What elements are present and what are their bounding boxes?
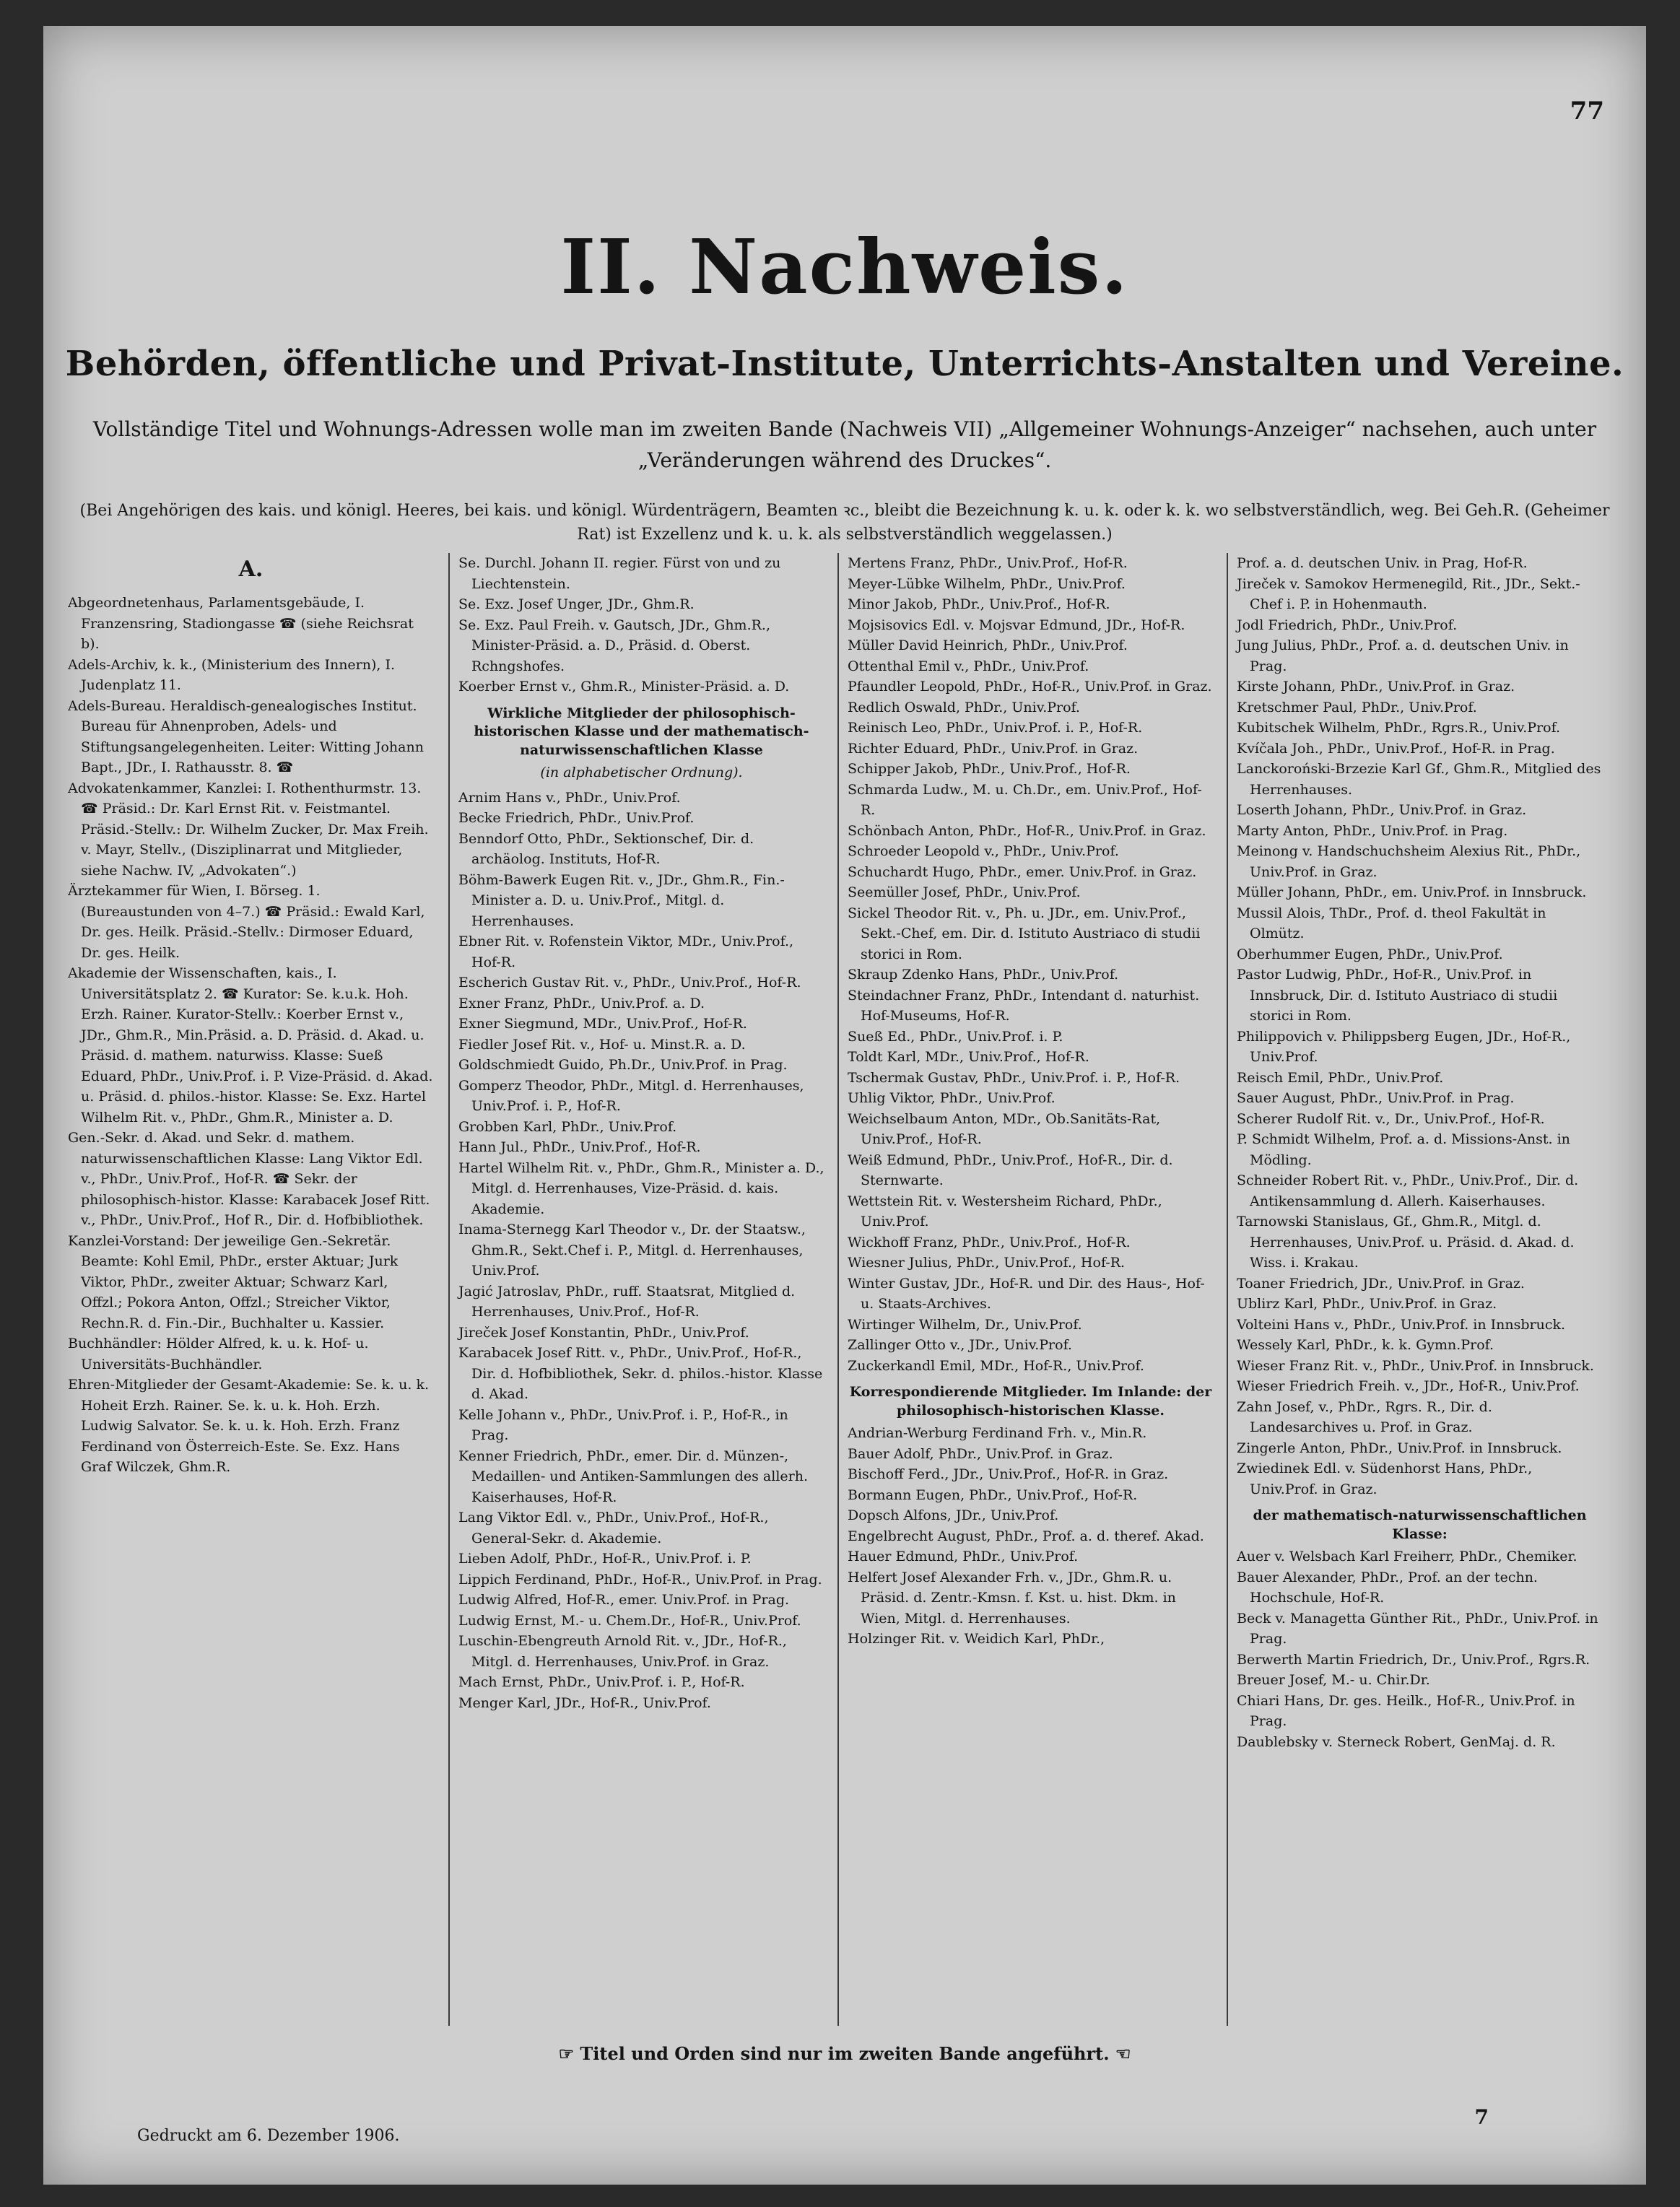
- directory-entry: Luschin-Ebengreuth Arnold Rit. v., JDr., Hof-R., Mitgl. d. Herrenhauses, Univ.Prof. in Graz.: [458, 1633, 787, 1670]
- directory-entry: Bauer Alexander, PhDr., Prof. an der techn. Hochschule, Hof-R.: [1237, 1569, 1538, 1606]
- directory-entry: Philippovich v. Philippsberg Eugen, JDr., Hof-R., Univ.Prof.: [1237, 1028, 1571, 1065]
- directory-entry: Redlich Oswald, PhDr., Univ.Prof.: [848, 699, 1080, 715]
- directory-entry: Dopsch Alfons, JDr., Univ.Prof.: [848, 1507, 1059, 1524]
- column-4-entries: [1237, 1546, 1603, 1752]
- column-2: [448, 553, 824, 2026]
- column-1: [68, 553, 434, 2026]
- directory-entry: Buchhändler: Hölder Alfred, k. u. k. Hof- u. Universitäts-Buchhändler.: [68, 1336, 369, 1372]
- column-3-top-entries: [848, 553, 1214, 1376]
- directory-entry: Wettstein Rit. v. Westersheim Richard, PhDr., Univ.Prof.: [848, 1193, 1162, 1229]
- column-4-top-entries: [1237, 553, 1603, 1499]
- directory-entry: Oberhummer Eugen, PhDr., Univ.Prof.: [1237, 946, 1503, 962]
- directory-entry: Mach Ernst, PhDr., Univ.Prof. i. P., Hof-R.: [458, 1674, 745, 1691]
- directory-entry: Jireček v. Samokov Hermenegild, Rit., JDr., Sekt.-Chef i. P. in Hohenmauth.: [1237, 575, 1580, 612]
- directory-entry: Daublebsky v. Sterneck Robert, GenMaj. d. R.: [1237, 1733, 1556, 1750]
- directory-entry: Scherer Rudolf Rit. v., Dr., Univ.Prof., Hof-R.: [1237, 1110, 1545, 1127]
- column-3-entries: [848, 1423, 1214, 1650]
- column-4: [1227, 553, 1603, 2026]
- directory-entry: Inama-Sternegg Karl Theodor v., Dr. der Staatsw., Ghm.R., Sekt.Chef i. P., Mitgl. d. Herrenhauses, Univ.Prof.: [458, 1222, 806, 1279]
- directory-entry: Zuckerkandl Emil, MDr., Hof-R., Univ.Prof.: [848, 1357, 1144, 1374]
- abbreviation-note: (Bei Angehörigen des kais. und königl. Heeres, bei kais. und königl. Würdenträgern, Beamten ꝛc., bleibt die Bezeichnung k. u. k. oder k. k. wo selbstverständlich, weg. Bei Geh.R. (Geheimer Rat) ist Exzellenz und k. u. k. als selbstverständlich weggelassen.): [79, 502, 1610, 544]
- directory-entry: Jung Julius, PhDr., Prof. a. d. deutschen Univ. in Prag.: [1237, 637, 1569, 674]
- directory-entry: Pastor Ludwig, PhDr., Hof-R., Univ.Prof. in Innsbruck, Dir. d. Istituto Austriaco di studii storici in Rom.: [1237, 967, 1558, 1024]
- section-letter: A.: [238, 557, 264, 582]
- directory-entry: Pfaundler Leopold, PhDr., Hof-R., Univ.Prof. in Graz.: [848, 679, 1212, 695]
- directory-entry: Schipper Jakob, PhDr., Univ.Prof., Hof-R.: [848, 761, 1131, 777]
- directory-entry: Winter Gustav, JDr., Hof-R. und Dir. des Haus-, Hof- u. Staats-Archives.: [848, 1275, 1205, 1312]
- directory-entry: Toldt Karl, MDr., Univ.Prof., Hof-R.: [848, 1049, 1089, 1065]
- corresponding-members-heading: Korrespondierende Mitglieder. Im Inlande: der philosophisch-historischen Klasse.: [849, 1384, 1212, 1419]
- members-heading: Wirkliche Mitglieder der philosophisch-historischen Klasse und der mathematisch-naturwissenschaftlichen Klasse: [474, 705, 809, 758]
- directory-entry: Meinong v. Handschuchsheim Alexius Rit., PhDr., Univ.Prof. in Graz.: [1237, 843, 1581, 880]
- directory-entry: Becke Friedrich, PhDr., Univ.Prof.: [458, 810, 695, 827]
- directory-entry: Grobben Karl, PhDr., Univ.Prof.: [458, 1118, 677, 1135]
- directory-entry: Schönbach Anton, PhDr., Hof-R., Univ.Prof. in Graz.: [848, 822, 1206, 839]
- directory-entry: Ehren-Mitglieder der Gesamt-Akademie: Se. k. u. k. Hoheit Erzh. Rainer. Se. k. u. k. Hoh. Erzh. Ludwig Salvator. Se. k. u. k. Hoh. Erzh. Franz Ferdinand von Österreich-Este. Se. Exz. Hans Graf Wilczek, Ghm.R.: [68, 1377, 429, 1475]
- directory-entry: Se. Durchl. Johann II. regier. Fürst von und zu Liechtenstein.: [458, 555, 781, 592]
- directory-entry: P. Schmidt Wilhelm, Prof. a. d. Missions-Anst. in Mödling.: [1237, 1131, 1570, 1168]
- directory-entry: Wirtinger Wilhelm, Dr., Univ.Prof.: [848, 1316, 1082, 1333]
- directory-entry: Minor Jakob, PhDr., Univ.Prof., Hof-R.: [848, 596, 1110, 612]
- directory-entry: Kretschmer Paul, PhDr., Univ.Prof.: [1237, 699, 1477, 715]
- directory-entry: Weiß Edmund, PhDr., Univ.Prof., Hof-R., Dir. d. Sternwarte.: [848, 1152, 1173, 1188]
- directory-entry: Schneider Robert Rit. v., PhDr., Univ.Prof., Dir. d. Antikensammlung d. Allerh. Kaiserhauses.: [1237, 1172, 1579, 1209]
- directory-entry: Kvíčala Joh., PhDr., Univ.Prof., Hof-R. in Prag.: [1237, 740, 1555, 757]
- members-subheading: (in alphabetischer Ordnung).: [540, 765, 743, 781]
- directory-entry: Ludwig Ernst, M.- u. Chem.Dr., Hof-R., Univ.Prof.: [458, 1612, 801, 1629]
- directory-entry: Berwerth Martin Friedrich, Dr., Univ.Prof., Rgrs.R.: [1237, 1651, 1590, 1668]
- directory-entry: Kenner Friedrich, PhDr., emer. Dir. d. Münzen-, Medaillen- und Antiken-Sammlungen des allerh. Kaiserhauses, Hof-R.: [458, 1448, 809, 1505]
- directory-entry: Bischoff Ferd., JDr., Univ.Prof., Hof-R. in Graz.: [848, 1466, 1169, 1483]
- directory-entry: Wieser Friedrich Freih. v., JDr., Hof-R., Univ.Prof.: [1237, 1378, 1580, 1394]
- directory-entry: Wiesner Julius, PhDr., Univ.Prof., Hof-R.: [848, 1255, 1126, 1271]
- directory-entry: Sueß Ed., PhDr., Univ.Prof. i. P.: [848, 1028, 1063, 1045]
- directory-entry: Tschermak Gustav, PhDr., Univ.Prof. i. P., Hof-R.: [848, 1069, 1180, 1086]
- directory-entry: Prof. a. d. deutschen Univ. in Prag, Hof-R.: [1237, 555, 1528, 571]
- directory-entry: Helfert Josef Alexander Frh. v., JDr., Ghm.R. u. Präsid. d. Zentr.-Kmsn. f. Kst. u. hist. Dkm. in Wien, Mitgl. d. Herrenhauses.: [848, 1569, 1176, 1627]
- directory-entry: Lang Viktor Edl. v., PhDr., Univ.Prof., Hof-R., General-Sekr. d. Akademie.: [458, 1510, 769, 1546]
- directory-entry: Ottenthal Emil v., PhDr., Univ.Prof.: [848, 658, 1089, 674]
- directory-entry: Weichselbaum Anton, MDr., Ob.Sanitäts-Rat, Univ.Prof., Hof-R.: [848, 1110, 1161, 1147]
- directory-entry: Sauer August, PhDr., Univ.Prof. in Prag.: [1237, 1090, 1515, 1106]
- directory-entry: Zingerle Anton, PhDr., Univ.Prof. in Innsbruck.: [1237, 1440, 1562, 1456]
- directory-entry: Benndorf Otto, PhDr., Sektionschef, Dir. d. archäolog. Instituts, Hof-R.: [458, 830, 754, 868]
- directory-entry: Bormann Eugen, PhDr., Univ.Prof., Hof-R.: [848, 1486, 1138, 1503]
- column-2-entries: [458, 788, 824, 1714]
- column-1-entries: [68, 593, 434, 1478]
- directory-entry: Jagić Jatroslav, PhDr., ruff. Staatsrat, Mitglied d. Herrenhauses, Univ.Prof., Hof-R.: [458, 1283, 796, 1320]
- directory-entry: Kelle Johann v., PhDr., Univ.Prof. i. P., Hof-R., in Prag.: [458, 1406, 788, 1444]
- directory-entry: Exner Siegmund, MDr., Univ.Prof., Hof-R.: [458, 1016, 747, 1032]
- directory-entry: Mojsisovics Edl. v. Mojsvar Edmund, JDr., Hof-R.: [848, 617, 1185, 633]
- directory-entry: Zallinger Otto v., JDr., Univ.Prof.: [848, 1337, 1072, 1353]
- directory-entry: Reinisch Leo, PhDr., Univ.Prof. i. P., Hof-R.: [848, 720, 1143, 736]
- directory-entry: Se. Exz. Josef Unger, JDr., Ghm.R.: [458, 596, 695, 612]
- directory-entry: Arnim Hans v., PhDr., Univ.Prof.: [458, 789, 681, 806]
- directory-entry: Kubitschek Wilhelm, PhDr., Rgrs.R., Univ.Prof.: [1237, 720, 1560, 736]
- directory-entry: Schuchardt Hugo, PhDr., emer. Univ.Prof. in Graz.: [848, 863, 1197, 880]
- print-date: Gedruckt am 6. Dezember 1906.: [137, 2127, 400, 2145]
- directory-entry: Adels-Bureau. Heraldisch-genealogisches Institut. Bureau für Ahnenproben, Adels- und Stiftungsangelegenheiten. Leiter: Witting Johann Bapt., JDr., I. Rathausstr. 8. ☎: [68, 697, 424, 775]
- directory-entry: Ärztekammer für Wien, I. Börseg. 1. (Bureaustunden von 4–7.) ☎ Präsid.: Ewald Karl, Dr. ges. Heilk. Präsid.-Stellv.: Dirmoser Eduard, Dr. ges. Heilk.: [68, 883, 425, 961]
- directory-entry: Karabacek Josef Ritt. v., PhDr., Univ.Prof., Hof-R., Dir. d. Hofbibliothek, Sekr. d. philos.-histor. Klasse d. Akad.: [458, 1345, 823, 1403]
- directory-entry: Müller Johann, PhDr., em. Univ.Prof. in Innsbruck.: [1237, 884, 1587, 900]
- directory-entry: Schmarda Ludw., M. u. Ch.Dr., em. Univ.Prof., Hof-R.: [848, 781, 1202, 818]
- page-number: 77: [1570, 97, 1604, 126]
- directory-entry: Meyer-Lübke Wilhelm, PhDr., Univ.Prof.: [848, 575, 1126, 592]
- directory-entry: Mertens Franz, PhDr., Univ.Prof., Hof-R.: [848, 555, 1128, 571]
- directory-entry: Ludwig Alfred, Hof-R., emer. Univ.Prof. in Prag.: [458, 1592, 790, 1609]
- math-class-heading: der mathematisch-naturwissenschaftlichen Klasse:: [1253, 1507, 1587, 1542]
- directory-entry: Goldschmiedt Guido, Ph.Dr., Univ.Prof. in Prag.: [458, 1057, 788, 1074]
- directory-entry: Müller David Heinrich, PhDr., Univ.Prof.: [848, 637, 1128, 653]
- directory-entry: Seemüller Josef, PhDr., Univ.Prof.: [848, 884, 1081, 900]
- reference-note: Vollständige Titel und Wohnungs-Adressen wolle man im zweiten Bande (Nachweis VII) „Allgemeiner Wohnungs-Anzeiger“ nachsehen, auch unter „Veränderungen während des Druckes“.: [92, 417, 1597, 472]
- directory-entry: Böhm-Bawerk Eugen Rit. v., JDr., Ghm.R., Fin.-Minister a. D. u. Univ.Prof., Mitgl. d. Herrenhauses.: [458, 871, 785, 929]
- page: [43, 26, 1646, 2185]
- directory-entry: Escherich Gustav Rit. v., PhDr., Univ.Prof., Hof-R.: [458, 975, 801, 991]
- directory-entry: Chiari Hans, Dr. ges. Heilk., Hof-R., Univ.Prof. in Prag.: [1237, 1692, 1575, 1730]
- directory-entry: Loserth Johann, PhDr., Univ.Prof. in Graz.: [1237, 802, 1527, 818]
- directory-entry: Kanzlei-Vorstand: Der jeweilige Gen.-Sekretär. Beamte: Kohl Emil, PhDr., erster Aktuar; Jurk Viktor, PhDr., zweiter Aktuar; Schwarz Karl, Offzl.; Pokora Anton, Offzl.; Streicher Viktor, Rechn.R. d. Fin.-Dir., Buchhalter u. Kassier.: [68, 1232, 399, 1331]
- directory-entry: Lanckoroński-Brzezie Karl Gf., Ghm.R., Mitglied des Herrenhauses.: [1237, 761, 1601, 798]
- directory-entry: Steindachner Franz, PhDr., Intendant d. naturhist. Hof-Museums, Hof-R.: [848, 987, 1200, 1024]
- directory-entry: Koerber Ernst v., Ghm.R., Minister-Präsid. a. D.: [458, 679, 790, 695]
- column-2-top-entries: [458, 553, 824, 697]
- directory-entry: Sickel Theodor Rit. v., Ph. u. JDr., em. Univ.Prof., Sekt.-Chef, em. Dir. d. Istituto Austriaco di studii storici in Rom.: [848, 905, 1201, 962]
- directory-entry: Beck v. Managetta Günther Rit., PhDr., Univ.Prof. in Prag.: [1237, 1610, 1598, 1647]
- directory-entry: Abgeordnetenhaus, Parlamentsgebäude, I. Franzensring, Stadiongasse ☎ (siehe Reichsrat b).: [68, 595, 414, 652]
- page-title: II. Nachweis.: [560, 222, 1129, 311]
- directory-entry: Hartel Wilhelm Rit. v., PhDr., Ghm.R., Minister a. D., Mitgl. d. Herrenhauses, Vize-Präsid. d. kais. Akademie.: [458, 1159, 824, 1217]
- column-3: [837, 553, 1214, 2026]
- sheet-number: 7: [1474, 2105, 1489, 2129]
- directory-entry: Adels-Archiv, k. k., (Ministerium des Innern), I. Judenplatz 11.: [68, 656, 396, 693]
- directory-entry: Gen.-Sekr. d. Akad. und Sekr. d. mathem. naturwissenschaftlichen Klasse: Lang Viktor Edl. v., PhDr., Univ.Prof., Hof-R. ☎ Sekr. der philosophisch-histor. Klasse: Karabacek Josef Ritt. v., PhDr., Univ.Prof., Hof R., Dir. d. Hofbibliothek.: [68, 1130, 430, 1228]
- directory-entry: Auer v. Welsbach Karl Freiherr, PhDr., Chemiker.: [1237, 1549, 1577, 1565]
- directory-entry: Ublirz Karl, PhDr., Univ.Prof. in Graz.: [1237, 1296, 1497, 1312]
- directory-entry: Hauer Edmund, PhDr., Univ.Prof.: [848, 1549, 1079, 1565]
- directory-entry: Tarnowski Stanislaus, Gf., Ghm.R., Mitgl. d. Herrenhauses, Univ.Prof. u. Präsid. d. Akad. d. Wiss. i. Krakau.: [1237, 1214, 1575, 1271]
- directory-entry: Uhlig Viktor, PhDr., Univ.Prof.: [848, 1090, 1056, 1106]
- directory-entry: Fiedler Josef Rit. v., Hof- u. Minst.R. a. D.: [458, 1036, 746, 1053]
- directory-entry: Lieben Adolf, PhDr., Hof-R., Univ.Prof. i. P.: [458, 1551, 752, 1567]
- directory-entry: Engelbrecht August, PhDr., Prof. a. d. theref. Akad.: [848, 1528, 1204, 1544]
- directory-entry: Marty Anton, PhDr., Univ.Prof. in Prag.: [1237, 822, 1508, 839]
- directory-entry: Holzinger Rit. v. Weidich Karl, PhDr.,: [848, 1631, 1105, 1647]
- directory-entry: Skraup Zdenko Hans, PhDr., Univ.Prof.: [848, 967, 1119, 983]
- directory-entry: Se. Exz. Paul Freih. v. Gautsch, JDr., Ghm.R., Minister-Präsid. a. D., Präsid. d. Oberst. Rchngshofes.: [458, 617, 770, 674]
- directory-entry: Bauer Adolf, PhDr., Univ.Prof. in Graz.: [848, 1445, 1113, 1462]
- directory-entry: Wickhoff Franz, PhDr., Univ.Prof., Hof-R.: [848, 1234, 1131, 1250]
- directory-entry: Jodl Friedrich, PhDr., Univ.Prof.: [1237, 617, 1458, 633]
- directory-entry: Zahn Josef, v., PhDr., Rgrs. R., Dir. d. Landesarchives u. Prof. in Graz.: [1237, 1398, 1492, 1435]
- directory-entry: Mussil Alois, ThDr., Prof. d. theol Fakultät in Olmütz.: [1237, 905, 1546, 941]
- footer-note: ☞ Titel und Orden sind nur im zweiten Bande angeführt. ☜: [558, 2043, 1131, 2064]
- directory-entry: Richter Eduard, PhDr., Univ.Prof. in Graz.: [848, 740, 1139, 757]
- directory-entry: Breuer Josef, M.- u. Chir.Dr.: [1237, 1672, 1430, 1689]
- directory-entry: Menger Karl, JDr., Hof-R., Univ.Prof.: [458, 1694, 711, 1711]
- directory-entry: Reisch Emil, PhDr., Univ.Prof.: [1237, 1069, 1444, 1086]
- directory-entry: Volteini Hans v., PhDr., Univ.Prof. in Innsbruck.: [1237, 1316, 1566, 1333]
- directory-entry: Exner Franz, PhDr., Univ.Prof. a. D.: [458, 995, 705, 1011]
- directory-entry: Toaner Friedrich, JDr., Univ.Prof. in Graz.: [1237, 1275, 1525, 1292]
- page-subtitle: Behörden, öffentliche und Privat-Institute, Unterrichts-Anstalten und Vereine.: [65, 344, 1624, 384]
- directory-entry: Jireček Josef Konstantin, PhDr., Univ.Prof.: [458, 1324, 749, 1341]
- directory-entry: Zwiedinek Edl. v. Südenhorst Hans, PhDr., Univ.Prof. in Graz.: [1237, 1461, 1533, 1497]
- directory-entry: Lippich Ferdinand, PhDr., Hof-R., Univ.Prof. in Prag.: [458, 1571, 822, 1588]
- directory-entry: Akademie der Wissenschaften, kais., I. Universitätsplatz 2. ☎ Kurator: Se. k.u.k. Hoh. Erzh. Rainer. Kurator-Stellv.: Koerber Ernst v., JDr., Ghm.R., Min.Präsid. a. D. Präsid. d. Akad. u. Präsid. d. mathem. naturwiss. Klasse: Sueß Eduard, PhDr., Univ.Prof. i. P. Vize-Präsid. d. Akad. u. Präsid. d. philos.-histor. Klasse: Se. Exz. Hartel Wilhelm Rit. v., PhDr., Ghm.R., Minister a. D.: [68, 965, 433, 1126]
- directory-entry: Kirste Johann, PhDr., Univ.Prof. in Graz.: [1237, 679, 1515, 695]
- directory-entry: Hann Jul., PhDr., Univ.Prof., Hof-R.: [458, 1139, 701, 1156]
- directory-entry: Andrian-Werburg Ferdinand Frh. v., Min.R.: [848, 1425, 1147, 1442]
- directory-entry: Ebner Rit. v. Rofenstein Viktor, MDr., Univ.Prof., Hof-R.: [458, 933, 794, 970]
- directory-entry: Wessely Karl, PhDr., k. k. Gymn.Prof.: [1237, 1337, 1494, 1353]
- directory-entry: Gomperz Theodor, PhDr., Mitgl. d. Herrenhauses, Univ.Prof. i. P., Hof-R.: [458, 1077, 804, 1115]
- directory-entry: Schroeder Leopold v., PhDr., Univ.Prof.: [848, 843, 1119, 859]
- directory-entry: Wieser Franz Rit. v., PhDr., Univ.Prof. in Innsbruck.: [1237, 1357, 1594, 1374]
- directory-entry: Advokatenkammer, Kanzlei: I. Rothenthurmstr. 13. ☎ Präsid.: Dr. Karl Ernst Rit. v. Feistmantel. Präsid.-Stellv.: Dr. Wilhelm Zucker, Dr. Max Freih. v. Mayr, Stellv., (Disziplinarrat und Mitglieder, siehe Nachw. IV, „Advokaten“.): [68, 780, 429, 879]
- directory-columns: [68, 553, 1620, 2026]
